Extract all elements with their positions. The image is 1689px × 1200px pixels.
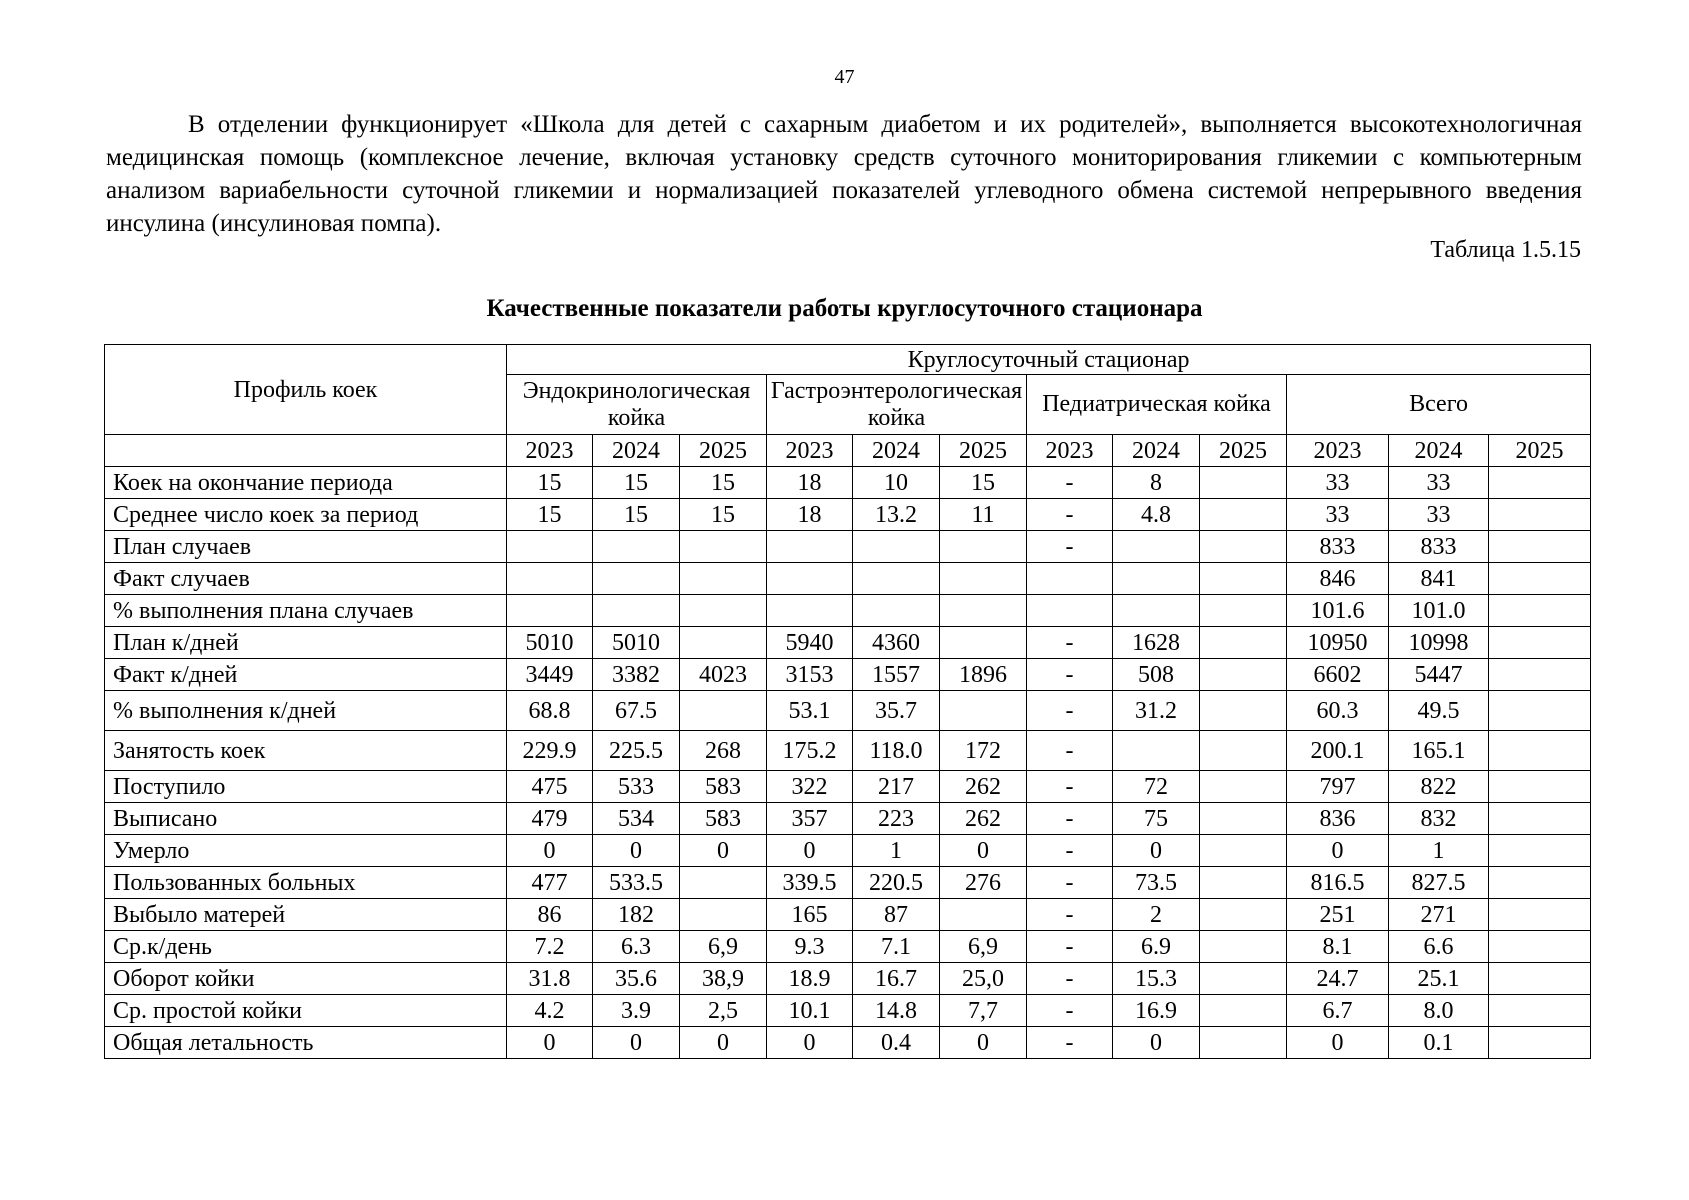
table-cell: 67.5 [593,691,680,731]
row-label: Оборот койки [105,963,507,995]
table-cell [1200,963,1287,995]
group-header: Круглосуточный стационар [507,345,1591,375]
table-cell: 251 [1287,899,1389,931]
table-cell: 6,9 [680,931,767,963]
table-cell: - [1027,963,1113,995]
table-row [105,595,1591,627]
table-cell: 15 [507,467,593,499]
table-cell [1113,563,1200,595]
table-title: Качественные показатели работы круглосуточного стационара [486,295,1203,322]
row-label: Умерло [105,835,507,867]
table-cell [1113,731,1200,771]
table-cell: 225.5 [593,731,680,771]
table-cell: 508 [1113,659,1200,691]
table-cell: 833 [1389,531,1489,563]
table-cell: 68.8 [507,691,593,731]
table-cell: 475 [507,771,593,803]
table-cell: 165.1 [1389,731,1489,771]
table-cell: 10 [853,467,940,499]
table-cell [767,595,853,627]
table-cell [853,563,940,595]
table-cell: 33 [1389,499,1489,531]
table-cell [507,595,593,627]
table-cell: 5940 [767,627,853,659]
table-cell: 4.8 [1113,499,1200,531]
table-cell: 0 [1287,835,1389,867]
table-cell: 827.5 [1389,867,1489,899]
table-cell: 0 [507,1027,593,1059]
table-cell: 583 [680,771,767,803]
table-cell [1489,499,1591,531]
table-cell: 0 [680,835,767,867]
table-cell [1489,899,1591,931]
table-cell: 1 [1389,835,1489,867]
table-cell: 53.1 [767,691,853,731]
table-cell [680,899,767,931]
table-cell: 262 [940,803,1027,835]
table-cell: 262 [940,771,1027,803]
table-cell: 1 [853,835,940,867]
row-label: Факт случаев [105,563,507,595]
table-cell: 5010 [593,627,680,659]
table-cell [1489,731,1591,771]
table-cell [1113,531,1200,563]
column-group-header: Гастроэнтерологическая койка [767,375,1027,435]
table-row [105,1027,1591,1059]
table-row [105,659,1591,691]
table-cell: 836 [1287,803,1389,835]
table-cell: 165 [767,899,853,931]
table-cell: 0 [767,835,853,867]
table-cell: 7.1 [853,931,940,963]
table-cell: 172 [940,731,1027,771]
table-cell: 35.7 [853,691,940,731]
table-cell: 276 [940,867,1027,899]
table-cell [853,595,940,627]
table-cell: 0 [940,835,1027,867]
row-label: Занятость коек [105,731,507,771]
table-cell [680,595,767,627]
table-cell: 118.0 [853,731,940,771]
table-cell: 14.8 [853,995,940,1027]
table-cell: 18 [767,499,853,531]
table-cell: 25,0 [940,963,1027,995]
table-cell: 816.5 [1287,867,1389,899]
year-header: 2025 [680,435,767,467]
table-cell: 182 [593,899,680,931]
table-cell: 0 [593,835,680,867]
table-cell: 4.2 [507,995,593,1027]
table-cell [1200,467,1287,499]
intro-paragraph: В отделении функционирует «Школа для детей с сахарным диабетом и их родителей», выполняется высокотехнологичная медицинская помощь (комплексное лечение, включая установку средств суточного мониторирования гликемии с компьютерным анализом вариабельности суточной гликемии и нормализацией показателей углеводного обмена системой непрерывного введения инсулина (инсулиновая помпа). [106,111,1582,237]
table-cell: - [1027,659,1113,691]
table-cell: 7.2 [507,931,593,963]
table-cell: 15 [680,499,767,531]
table-cell [1200,531,1287,563]
table-cell: 268 [680,731,767,771]
table-cell [593,563,680,595]
stats-table [104,344,1591,1059]
table-row [105,627,1591,659]
page-number: 47 [834,66,855,88]
table-row [105,835,1591,867]
table-cell: 15 [507,499,593,531]
table-cell: - [1027,467,1113,499]
table-cell: 25.1 [1389,963,1489,995]
table-row [105,899,1591,931]
table-cell: 33 [1287,467,1389,499]
table-cell: 0.4 [853,1027,940,1059]
table-cell [1027,595,1113,627]
table-cell: 3.9 [593,995,680,1027]
table-cell: 220.5 [853,867,940,899]
table-cell: 833 [1287,531,1389,563]
table-cell: - [1027,531,1113,563]
table-cell [1200,627,1287,659]
table-cell: 33 [1389,467,1489,499]
table-cell: 533 [593,771,680,803]
table-row [105,531,1591,563]
table-cell [767,563,853,595]
year-header: 2023 [1027,435,1113,467]
table-cell [940,563,1027,595]
table-cell: 0 [507,835,593,867]
table-cell [680,627,767,659]
year-header: 2023 [507,435,593,467]
table-cell: 15.3 [1113,963,1200,995]
table-cell: 15 [593,467,680,499]
table-cell: 18.9 [767,963,853,995]
table-cell: 24.7 [1287,963,1389,995]
table-cell [1489,627,1591,659]
year-header: 2024 [1389,435,1489,467]
table-cell [507,531,593,563]
table-cell [1200,835,1287,867]
row-label: % выполнения к/дней [105,691,507,731]
table-cell [1113,595,1200,627]
row-label: Выбыло матерей [105,899,507,931]
table-cell: 2 [1113,899,1200,931]
table-cell: 5447 [1389,659,1489,691]
table-cell: 271 [1389,899,1489,931]
table-cell: 0 [940,1027,1027,1059]
table-cell: 2,5 [680,995,767,1027]
table-cell: 534 [593,803,680,835]
table-cell [1200,803,1287,835]
table-cell: 7,7 [940,995,1027,1027]
table-cell: 6.7 [1287,995,1389,1027]
table-cell: - [1027,771,1113,803]
table-cell [940,627,1027,659]
table-cell [507,563,593,595]
table-cell: 322 [767,771,853,803]
table-cell: 16.9 [1113,995,1200,1027]
table-cell: - [1027,835,1113,867]
table-cell [1489,995,1591,1027]
table-cell: 0 [1287,1027,1389,1059]
table-cell: 10950 [1287,627,1389,659]
table-cell: 75 [1113,803,1200,835]
table-cell: 8.1 [1287,931,1389,963]
table-cell: 16.7 [853,963,940,995]
table-cell: 3449 [507,659,593,691]
year-header: 2024 [853,435,940,467]
table-cell: - [1027,731,1113,771]
table-cell [1489,867,1591,899]
table-cell: - [1027,627,1113,659]
table-cell [940,899,1027,931]
table-cell: 15 [940,467,1027,499]
table-cell: 797 [1287,771,1389,803]
table-cell [767,531,853,563]
table-cell [1489,1027,1591,1059]
table-cell: 101.6 [1287,595,1389,627]
row-label: Коек на окончание периода [105,467,507,499]
table-row [105,995,1591,1027]
table-cell: 0.1 [1389,1027,1489,1059]
table-cell: 1896 [940,659,1027,691]
table-cell: 0 [593,1027,680,1059]
table-cell [1489,963,1591,995]
table-cell: 223 [853,803,940,835]
row-label: План к/дней [105,627,507,659]
year-header: 2025 [1200,435,1287,467]
table-cell [940,531,1027,563]
year-header: 2025 [940,435,1027,467]
table-cell: - [1027,931,1113,963]
table-cell: 6,9 [940,931,1027,963]
table-cell: 31.2 [1113,691,1200,731]
column-group-header: Эндокринологическая койка [507,375,767,435]
row-label: Ср.к/день [105,931,507,963]
table-cell [1489,467,1591,499]
table-cell: 31.8 [507,963,593,995]
table-cell [1200,995,1287,1027]
table-cell [1200,563,1287,595]
table-cell [1200,659,1287,691]
table-cell: 0 [767,1027,853,1059]
table-cell [1200,499,1287,531]
table-row [105,963,1591,995]
table-cell: - [1027,803,1113,835]
year-header: 2023 [1287,435,1389,467]
table-cell: - [1027,691,1113,731]
row-label: План случаев [105,531,507,563]
table-cell: 217 [853,771,940,803]
table-cell: 357 [767,803,853,835]
year-header: 2024 [1113,435,1200,467]
table-cell: 477 [507,867,593,899]
row-label: % выполнения плана случаев [105,595,507,627]
year-header: 2023 [767,435,853,467]
table-cell [1489,659,1591,691]
table-cell: 583 [680,803,767,835]
table-cell: 73.5 [1113,867,1200,899]
table-cell: - [1027,995,1113,1027]
table-cell: 5010 [507,627,593,659]
row-label: Выписано [105,803,507,835]
table-cell [1200,1027,1287,1059]
table-cell: 3382 [593,659,680,691]
table-cell: 822 [1389,771,1489,803]
table-cell [1200,771,1287,803]
table-cell: 4360 [853,627,940,659]
table-cell [1200,899,1287,931]
table-cell [680,563,767,595]
row-label: Факт к/дней [105,659,507,691]
table-cell [1489,691,1591,731]
table-cell: 33 [1287,499,1389,531]
table-cell: - [1027,867,1113,899]
table-cell: 86 [507,899,593,931]
table-row [105,563,1591,595]
table-cell [1489,531,1591,563]
table-cell: 841 [1389,563,1489,595]
table-cell [1200,691,1287,731]
table-row [105,691,1591,731]
table-cell: 6.6 [1389,931,1489,963]
table-cell: 101.0 [1389,595,1489,627]
table-cell [593,595,680,627]
table-cell [1200,867,1287,899]
table-cell [853,531,940,563]
table-cell [940,595,1027,627]
table-cell: 8 [1113,467,1200,499]
row-label: Пользованных больных [105,867,507,899]
table-cell: 0 [680,1027,767,1059]
table-cell: 200.1 [1287,731,1389,771]
row-label: Среднее число коек за период [105,499,507,531]
table-cell: 11 [940,499,1027,531]
table-cell: 13.2 [853,499,940,531]
year-header: 2024 [593,435,680,467]
column-group-header: Педиатрическая койка [1027,375,1287,435]
table-cell: 533.5 [593,867,680,899]
table-cell: - [1027,899,1113,931]
table-cell: 72 [1113,771,1200,803]
table-cell: - [1027,499,1113,531]
table-row [105,499,1591,531]
table-cell: 1628 [1113,627,1200,659]
table-cell: 38,9 [680,963,767,995]
table-cell: 846 [1287,563,1389,595]
table-cell: 175.2 [767,731,853,771]
table-cell: 9.3 [767,931,853,963]
row-label: Общая летальность [105,1027,507,1059]
table-cell: 832 [1389,803,1489,835]
table-cell [1489,931,1591,963]
table-cell: 6.9 [1113,931,1200,963]
table-cell: 10.1 [767,995,853,1027]
table-cell: 479 [507,803,593,835]
table-cell: 8.0 [1389,995,1489,1027]
table-cell: 87 [853,899,940,931]
table-cell [1200,931,1287,963]
table-cell: 3153 [767,659,853,691]
row-header: Профиль коек [105,345,507,435]
table-cell: 1557 [853,659,940,691]
table-cell [593,531,680,563]
table-cell [1027,563,1113,595]
table-cell [1489,771,1591,803]
table-row [105,731,1591,771]
table-cell [1200,731,1287,771]
table-cell: 35.6 [593,963,680,995]
table-cell: 18 [767,467,853,499]
table-row [105,931,1591,963]
table-row [105,467,1591,499]
table-cell [1489,595,1591,627]
table-cell [680,867,767,899]
column-group-header: Всего [1287,375,1591,435]
table-cell [680,691,767,731]
table-cell [1200,595,1287,627]
table-cell [1489,803,1591,835]
table-cell: 10998 [1389,627,1489,659]
table-cell: 339.5 [767,867,853,899]
table-cell: 0 [1113,835,1200,867]
table-row [105,771,1591,803]
table-cell: 4023 [680,659,767,691]
table-row [105,803,1591,835]
row-header-spacer [105,435,507,467]
table-cell: 15 [593,499,680,531]
table-label: Таблица 1.5.15 [1430,237,1581,263]
table-cell: - [1027,1027,1113,1059]
table-cell: 60.3 [1287,691,1389,731]
table-cell: 6602 [1287,659,1389,691]
table-cell [1489,563,1591,595]
table-cell [940,691,1027,731]
table-cell: 49.5 [1389,691,1489,731]
table-row [105,867,1591,899]
row-label: Поступило [105,771,507,803]
table-cell: 0 [1113,1027,1200,1059]
year-header: 2025 [1489,435,1591,467]
table-cell [1489,835,1591,867]
table-cell: 6.3 [593,931,680,963]
table-cell: 229.9 [507,731,593,771]
table-cell: 15 [680,467,767,499]
row-label: Ср. простой койки [105,995,507,1027]
table-cell [680,531,767,563]
